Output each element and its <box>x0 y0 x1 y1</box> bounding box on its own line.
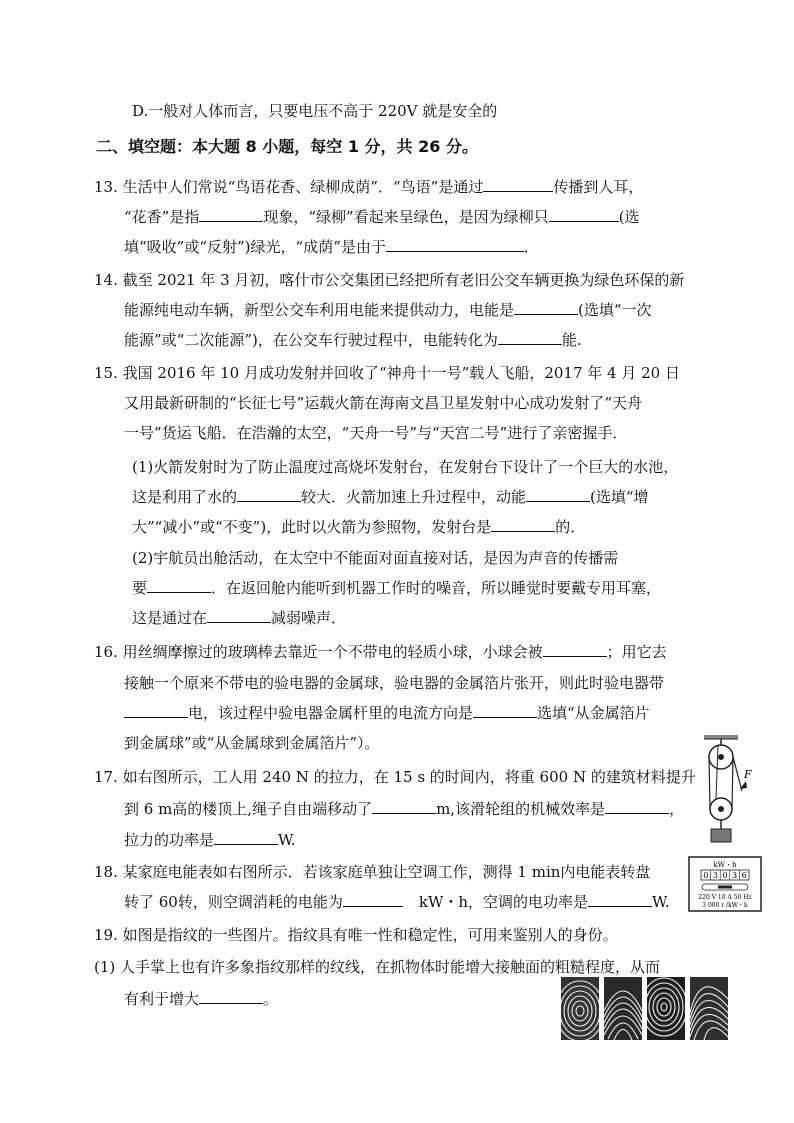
answer-blank[interactable] <box>199 989 263 1004</box>
question-19-line-1 <box>94 925 618 945</box>
force-arrow <box>740 781 747 789</box>
text: 转了 60转，则空调消耗的电能为 <box>124 893 343 911</box>
text: ．在返回舱内能听到机器工作时的噪音，所以睡觉时要戴专用耳塞， <box>211 579 662 597</box>
meter-rate: 3 000 r /kW・h <box>702 902 748 909</box>
pulley-system-figure <box>700 731 760 846</box>
answer-blank[interactable] <box>605 799 669 814</box>
question-15-line-2: 又用最新研制的“长征七号”运载火箭在海南文昌卫星发射中心成功发射了“天舟 <box>124 394 643 412</box>
text: ；用它去 <box>606 643 667 661</box>
meter-unit: kW・h <box>713 861 737 869</box>
question-13-line-3 <box>124 237 539 257</box>
ceiling-beam <box>704 735 738 739</box>
text: 大”“减小”或“不变”)，此时以火箭为参照物，发射台是 <box>132 518 492 536</box>
question-14-line-3 <box>124 330 582 350</box>
fingerprint-image <box>690 977 728 1040</box>
text: 减弱噪声． <box>271 609 347 627</box>
question-18-number: 18. <box>94 863 118 881</box>
fingerprint-image <box>647 977 685 1040</box>
meter-digits <box>701 870 749 880</box>
load-block <box>711 829 731 842</box>
answer-blank[interactable] <box>483 177 553 192</box>
meter-spec: 220 V 10 A 50 Hz <box>698 894 752 901</box>
text: 填“吸收”或“反射”)绿光，“成荫”是由于 <box>124 238 386 256</box>
fingerprint-image <box>561 977 599 1040</box>
answer-blank[interactable] <box>147 578 211 593</box>
text: 某家庭电能表如右图所示．若该家庭单独让空调工作，测得 1 min内电能表转盘 <box>122 863 651 881</box>
meter-digit: 3 <box>732 871 738 880</box>
answer-blank[interactable] <box>124 703 188 718</box>
question-15-part-1-line-3 <box>132 517 585 537</box>
question-18-line-1 <box>94 862 650 882</box>
text: 如图是指纹的一些图片。指纹具有唯一性和稳定性，可用来鉴别人的身份。 <box>122 926 618 944</box>
text: “花香”是指 <box>124 208 200 226</box>
text: 这是通过在 <box>132 609 208 627</box>
meter-digit: 0 <box>703 871 709 880</box>
answer-blank[interactable] <box>237 487 301 502</box>
question-16-line-1 <box>94 642 667 662</box>
question-15-line-1 <box>94 363 680 383</box>
text: 用丝绸摩擦过的玻璃棒去靠近一个不带电的轻质小球，小球会被 <box>122 643 543 661</box>
text: 的． <box>555 518 586 536</box>
text: W. <box>278 831 296 849</box>
meter-digit: 6 <box>741 871 747 880</box>
text: 拉力的功率是 <box>124 831 215 849</box>
text: 如右图所示，工人用 240 N 的拉力，在 15 s 的时间内，将重 600 N 的建筑材料提升 <box>122 768 696 786</box>
meter-digit: 0 <box>722 871 728 880</box>
text: 较大．火箭加速上升过程中，动能 <box>301 488 527 506</box>
question-16-line-3 <box>124 703 650 723</box>
text: ． <box>523 238 539 256</box>
text: 截至 2021 年 3 月初，喀什市公交集团已经把所有老旧公交车辆更换为绿色环保的新 <box>122 271 685 289</box>
answer-blank[interactable] <box>473 703 537 718</box>
text: kW・h，空调的电功率是 <box>418 893 589 911</box>
question-17-line-2 <box>124 799 684 819</box>
question-14-line-1 <box>94 270 684 290</box>
question-16-line-4: 到金属球”或“从金属球到金属箔片”）。 <box>124 734 380 752</box>
answer-blank[interactable] <box>199 207 263 222</box>
question-15-line-3: 一号”货运飞船．在浩瀚的太空，“天舟一号”与“天宫二号”进行了亲密握手． <box>124 424 628 442</box>
answer-blank[interactable] <box>386 237 524 252</box>
text: 要 <box>132 579 148 597</box>
energy-meter-figure <box>688 856 762 912</box>
section-title: 二、填空题：本大题 8 小题，每空 1 分，共 26 分。 <box>96 137 478 156</box>
text: (选填“一次 <box>578 301 652 319</box>
text: 现象，“绿柳”看起来呈绿色，是因为绿柳只 <box>263 208 549 226</box>
text: 我国 2016 年 10 月成功发射并回收了“神舟十一号”载人飞船，2017 年 4 月 20 日 <box>122 364 680 382</box>
question-15-part-2-line-2 <box>132 578 661 598</box>
free-rope-end <box>733 757 742 791</box>
text: 有利于增大 <box>124 990 200 1008</box>
option-d: D.一般对人体而言，只要电压不高于 220V 就是安全的 <box>132 102 498 120</box>
question-13-line-1 <box>94 177 643 197</box>
question-19-part-1-line-2 <box>124 989 278 1009</box>
question-15-part-1-line-1: (1)火箭发射时为了防止温度过高烧坏发射台，在发射台下设计了一个巨大的水池， <box>132 458 679 476</box>
text: (选填“增 <box>590 488 649 506</box>
question-15-part-2-line-3 <box>132 608 346 628</box>
question-16-number: 16. <box>94 643 118 661</box>
text: 生活中人们常说“鸟语花香、绿柳成荫”．“鸟语”是通过 <box>122 178 484 196</box>
text: 能. <box>561 331 582 349</box>
answer-blank[interactable] <box>343 892 403 907</box>
question-17-line-1 <box>94 767 696 787</box>
text: ， <box>669 800 685 818</box>
text: 。 <box>263 990 279 1008</box>
question-13-number: 13. <box>94 178 118 196</box>
question-18-line-2 <box>124 892 670 912</box>
answer-blank[interactable] <box>491 517 555 532</box>
answer-blank[interactable] <box>207 608 271 623</box>
text: 这是利用了水的 <box>132 488 238 506</box>
text: 选填“从金属箔片 <box>537 704 650 722</box>
question-19-number: 19. <box>94 926 118 944</box>
answer-blank[interactable] <box>549 207 619 222</box>
text: 传播到人耳， <box>553 178 644 196</box>
answer-blank[interactable] <box>372 799 436 814</box>
question-13-line-2 <box>124 207 640 227</box>
question-17-number: 17. <box>94 768 118 786</box>
answer-blank[interactable] <box>588 892 652 907</box>
question-15-part-1-line-2 <box>132 487 649 507</box>
meter-digit: 3 <box>712 871 718 880</box>
text: 到 6 m高的楼顶上,绳子自由端移动了 <box>124 800 373 818</box>
question-19-part-1-line-1 <box>94 957 660 977</box>
text: 人手掌上也有许多象指纹那样的纹线，在抓物体时能增大接触面的粗糙程度，从而 <box>120 958 661 976</box>
question-15-part-2-line-1: (2)宇航员出舱活动，在太空中不能面对面直接对话，是因为声音的传播需 <box>132 549 619 567</box>
force-label: F <box>744 768 752 781</box>
answer-blank[interactable] <box>514 300 578 315</box>
answer-blank[interactable] <box>498 330 562 345</box>
answer-blank[interactable] <box>526 487 590 502</box>
question-14-line-2 <box>124 300 652 320</box>
text: 能源纯电动车辆，新型公交车利用电能来提供动力，电能是 <box>124 301 515 319</box>
question-14-number: 14. <box>94 271 118 289</box>
fingerprint-image <box>604 977 642 1040</box>
meter-dial <box>718 886 732 889</box>
question-16-line-2: 接触一个原来不带电的验电器的金属球，验电器的金属箔片张开，则此时验电器带 <box>124 674 665 692</box>
text: (选 <box>618 208 640 226</box>
text: 电，该过程中验电器金属杆里的电流方向是 <box>188 704 474 722</box>
answer-blank[interactable] <box>214 830 278 845</box>
text: W. <box>652 893 670 911</box>
text: 能源”或“二次能源”)，在公交车行驶过程中，电能转化为 <box>124 331 498 349</box>
question-17-line-3 <box>124 830 296 850</box>
question-15-number: 15. <box>94 364 118 382</box>
text: m,该滑轮组的机械效率是 <box>436 800 606 818</box>
answer-blank[interactable] <box>543 642 607 657</box>
part-number: (1) <box>94 958 116 976</box>
